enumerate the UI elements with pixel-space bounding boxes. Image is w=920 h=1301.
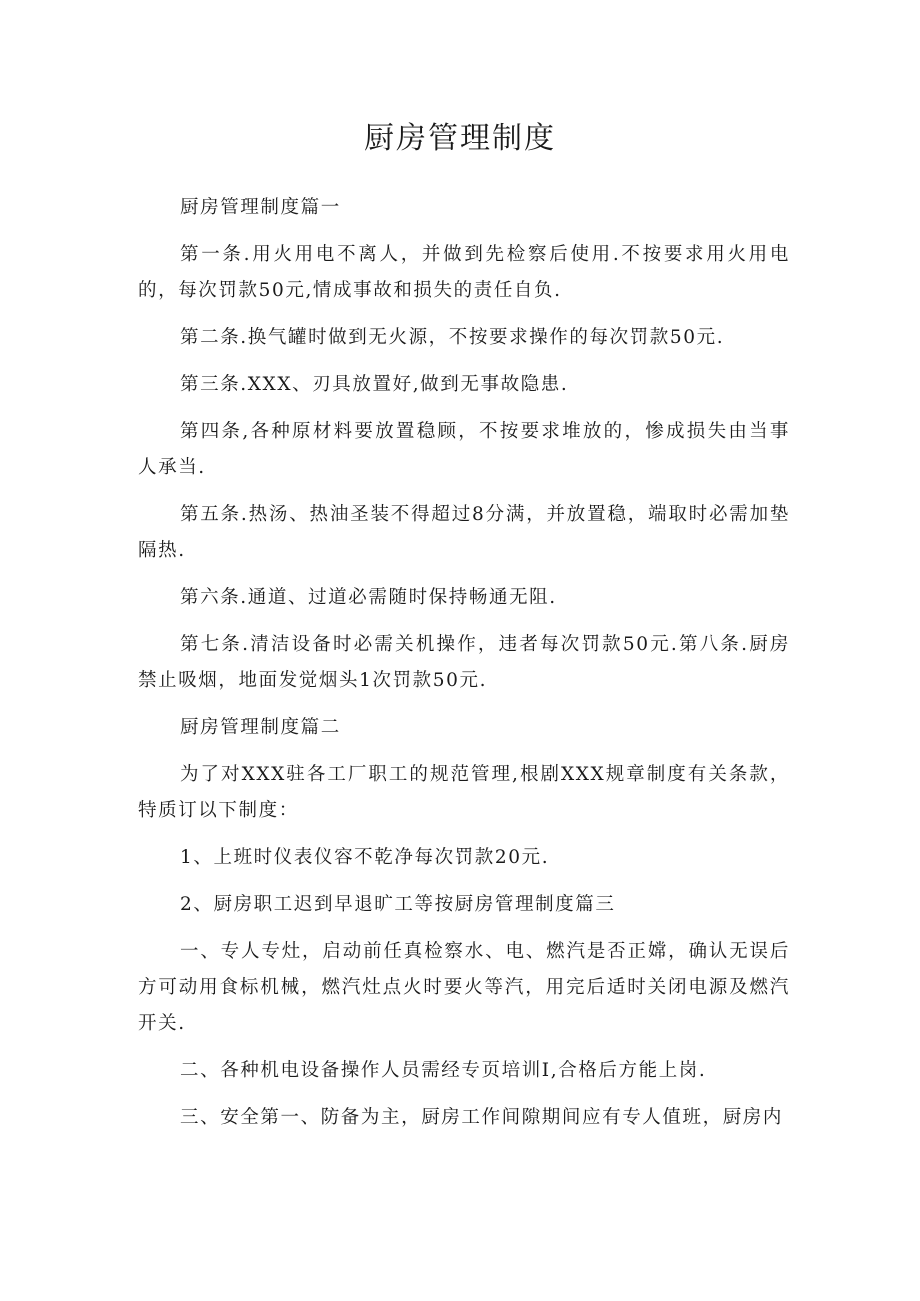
- paragraph: 1、上班时仪表仪容不乾净每次罚款20元.: [180, 847, 550, 868]
- paragraph: 第六条.通道、过道必需随时保持畅通无阻.: [180, 587, 557, 608]
- paragraph: 三、安全第一、防备为主，厨房工作间隙期间应有专人值班，厨房内: [180, 1107, 784, 1128]
- paragraph: 第五条.热汤、热油圣装不得超过8分满，并放置稳，端取时必需加垫隔热.: [138, 504, 790, 561]
- paragraph: 一、专人专灶，启动前任真检察水、电、燃汽是否正嫦，确认无误后方可动用食标机械，燃汽灶点火时要火等汽，用完后适时关闭电源及燃汽开关.: [138, 941, 790, 1034]
- paragraph: 二、各种机电设备操作人员需经专页培训I,合格后方能上岗.: [180, 1060, 707, 1081]
- section-heading: 厨房管理制度篇一: [180, 197, 341, 218]
- paragraph: 第七条.清洁设备时必需关机操作，违者每次罚款50元.第八条.厨房禁止吸烟，地面发觉烟头1次罚款50元.: [138, 634, 790, 691]
- section-heading: 厨房管理制度篇二: [180, 717, 341, 738]
- document-body: [138, 190, 790, 1147]
- paragraph: 第一条.用火用电不离人，并做到先检察后使用.不按要求用火用电的，每次罚款50元,情成事故和损失的责任自负.: [138, 244, 790, 301]
- paragraph: 第二条.换气罐时做到无火源，不按要求操作的每次罚款50元.: [180, 327, 725, 348]
- paragraph: 为了对XXX驻各工厂职工的规范管理,根剧XXX规章制度有关条款，特质订以下制度：: [138, 764, 790, 821]
- document-title: 厨房管理制度: [364, 121, 556, 156]
- paragraph: 第三条.XXX、刃具放置好,做到无事故隐患.: [180, 374, 569, 395]
- paragraph: 第四条,各种原材料要放置稳顾，不按要求堆放的，惨成损失由当事人承当.: [138, 421, 790, 478]
- paragraph: 2、厨房职工迟到早退旷工等按厨房管理制度篇三: [180, 894, 616, 915]
